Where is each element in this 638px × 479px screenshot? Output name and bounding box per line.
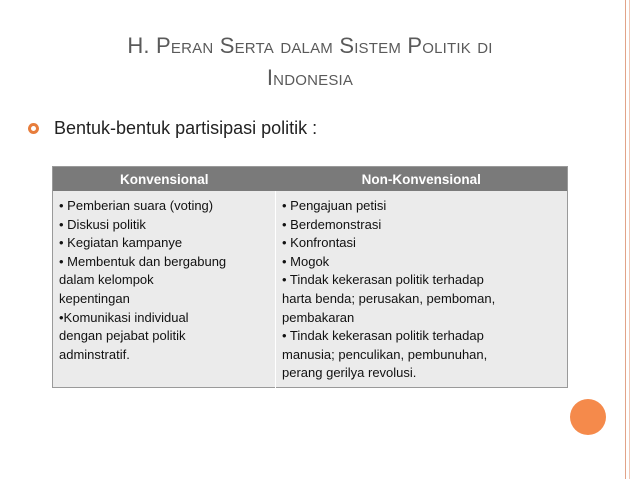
slide-edge-line: [625, 0, 626, 479]
list-item: • Tindak kekerasan politik terhadap: [282, 328, 484, 344]
header-non-konvensional: Non-Konvensional: [276, 167, 568, 192]
list-item: • Mogok: [282, 253, 330, 269]
slide-title: [50, 30, 570, 94]
list-item: dengan pejabat politik: [59, 328, 186, 344]
bullet-text: Bentuk-bentuk partisipasi politik :: [54, 118, 318, 138]
cell-konvensional: [53, 191, 276, 387]
table-row: [53, 191, 568, 387]
list-item: • Tindak kekerasan politik terhadap: [282, 272, 484, 288]
list-item: •Komunikasi individual: [59, 309, 189, 325]
decorative-circle: [570, 399, 606, 435]
slide-edge-line-light: [629, 0, 630, 479]
list-item: adminstratif.: [59, 346, 130, 362]
list-item: • Kegiatan kampanye: [59, 235, 183, 251]
list-item: pembakaran: [282, 309, 355, 325]
list-item: • Pengajuan petisi: [282, 198, 387, 213]
list-item: • Diskusi politik: [59, 216, 146, 232]
list-item: perang gerilya revolusi.: [282, 365, 417, 381]
bullet-item: [28, 118, 317, 139]
title-line-1: H. Peran Serta dalam Sistem Politik di: [127, 33, 493, 58]
title-line-2: Indonesia: [266, 65, 354, 90]
cell-non-konvensional: [276, 191, 568, 387]
participation-table: [52, 166, 568, 388]
list-item: harta benda; perusakan, pemboman,: [282, 290, 496, 306]
list-item: kepentingan: [59, 290, 130, 306]
header-konvensional: Konvensional: [53, 167, 276, 192]
list-item: • Konfrontasi: [282, 235, 356, 251]
list-item: manusia; penculikan, pembunuhan,: [282, 346, 488, 362]
list-item: • Berdemonstrasi: [282, 216, 382, 232]
list-item: dalam kelompok: [59, 272, 154, 288]
ring-bullet-icon: [28, 123, 39, 134]
table-header-row: [53, 167, 568, 192]
list-item: • Membentuk dan bergabung: [59, 253, 227, 269]
list-item: • Pemberian suara (voting): [59, 198, 214, 213]
